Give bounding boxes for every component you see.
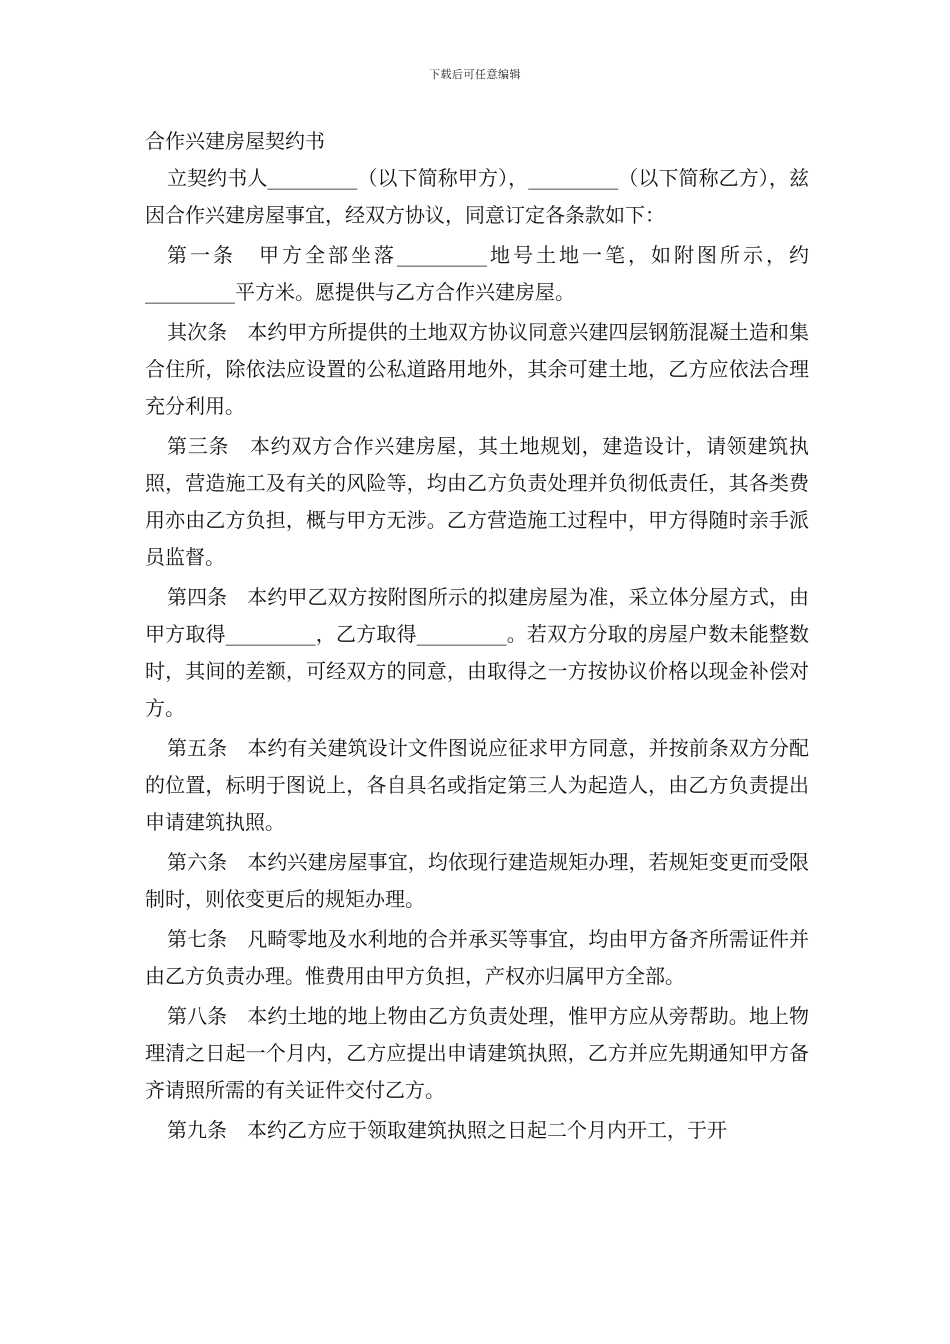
paragraph-article-3: 第三条 本约双方合作兴建房屋，其土地规划，建造设计，请领建筑执照，营造施工及有关的风险等，均由乙方负责处理并负彻低责任，其各类费用亦由乙方负担，概与甲方无涉。乙方营造施工过程中，甲方得随时亲手派员监督。	[145, 434, 809, 569]
header-note: 下载后可任意编辑	[429, 68, 521, 81]
paragraph-article-8: 第八条 本约土地的地上物由乙方负责处理，惟甲方应从旁帮助。地上物理清之日起一个月内，乙方应提出申请建筑执照，乙方并应先期通知甲方备齐请照所需的有关证件交付乙方。	[145, 1004, 809, 1102]
paragraph-article-5: 第五条 本约有关建筑设计文件图说应征求甲方同意，并按前条双方分配的位置，标明于图说上，各自具名或指定第三人为起造人，由乙方负责提出申请建筑执照。	[145, 736, 809, 834]
paragraph-article-9: 第九条 本约乙方应于领取建筑执照之日起二个月内开工，于开	[167, 1118, 727, 1142]
paragraph-article-6: 第六条 本约兴建房屋事宜，均依现行建造规矩办理，若规矩变更而受限制时，则依变更后的规矩办理。	[145, 850, 809, 911]
document-title: 合作兴建房屋契约书	[145, 129, 325, 153]
paragraph-article-7: 第七条 凡畸零地及水利地的合并承买等事宜，均由甲方备齐所需证件并由乙方负责办理。惟费用由甲方负担，产权亦归属甲方全部。	[145, 927, 809, 988]
paragraph-preamble: 立契约书人_________（以下简称甲方），_________（以下简称乙方），兹因合作兴建房屋事宜，经双方协议，同意订定各条款如下：	[145, 166, 809, 227]
document-body	[145, 123, 809, 1149]
paragraph-article-4: 第四条 本约甲乙双方按附图所示的拟建房屋为准，采立体分屋方式，由甲方取得_________，乙方取得_________。若双方分取的房屋户数未能整数时，其间的差额，可经双方的同意，由取得之一方按协议价格以现金补偿对方。	[145, 585, 809, 720]
paragraph-article-2: 其次条 本约甲方所提供的土地双方协议同意兴建四层钢筋混凝土造和集合住所，除依法应设置的公私道路用地外，其余可建土地，乙方应依法合理充分利用。	[145, 320, 809, 418]
paragraph-article-1: 第一条 甲方全部坐落_________地号土地一笔，如附图所示，约_________平方米。愿提供与乙方合作兴建房屋。	[145, 243, 809, 304]
